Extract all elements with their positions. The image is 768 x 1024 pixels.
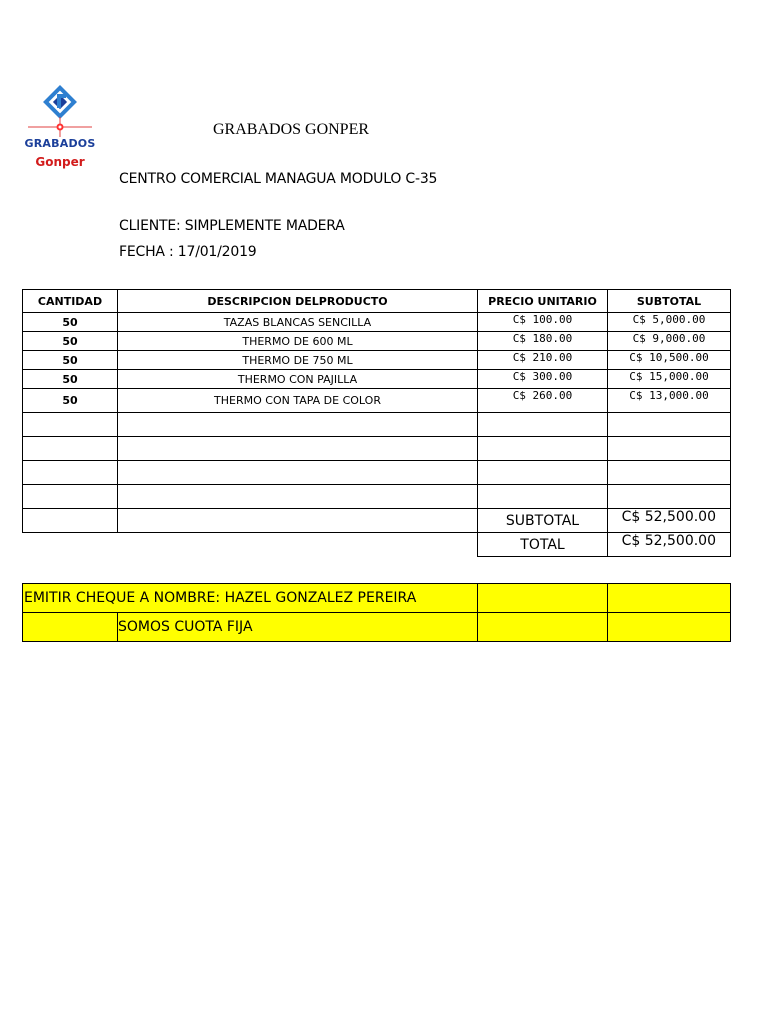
cell-empty [23,413,118,437]
payment-notice [22,583,731,642]
logo-emblem-icon [20,85,100,140]
cell-empty [478,613,608,642]
cell-quantity: 50 [23,351,118,370]
cell-subtotal: C$ 10,500.00 [608,351,731,370]
notice-row [23,613,731,642]
cell-subtotal: C$ 5,000.00 [608,313,731,332]
table-header-row [23,290,731,313]
table-row [23,351,731,370]
cell-empty [118,437,478,461]
cell-empty [608,413,731,437]
cell-description: TAZAS BLANCAS SENCILLA [118,313,478,332]
company-logo [20,85,100,175]
logo-text-top: GRABADOS [24,137,96,150]
cell-description: THERMO DE 750 ML [118,351,478,370]
subtotal-row [23,509,731,533]
notice-cheque-cell [23,584,478,613]
table-row-empty [23,485,731,509]
invoice-date: FECHA : 17/01/2019 [119,244,257,260]
column-header-description: DESCRIPCION DELPRODUCTO [118,290,478,313]
cell-subtotal: C$ 9,000.00 [608,332,731,351]
cell-description: THERMO DE 600 ML [118,332,478,351]
cell-empty [118,485,478,509]
cell-empty [23,485,118,509]
cell-empty [608,613,731,642]
cell-empty [608,485,731,509]
cell-subtotal: C$ 15,000.00 [608,370,731,389]
company-name: GRABADOS GONPER [213,121,370,138]
cell-empty [23,437,118,461]
cell-empty [608,584,731,613]
cell-quantity: 50 [23,389,118,413]
cell-quantity: 50 [23,370,118,389]
cell-empty [118,509,478,533]
total-row [23,533,731,557]
subtotal-value: C$ 52,500.00 [608,509,731,533]
column-header-quantity: CANTIDAD [23,290,118,313]
cell-quantity: 50 [23,332,118,351]
cheque-payee-text: EMITIR CHEQUE A NOMBRE: HAZEL GONZALEZ PEREIRA [24,590,417,606]
cell-description: THERMO CON TAPA DE COLOR [118,389,478,413]
cell-unit-price: C$ 180.00 [478,332,608,351]
cell-empty [478,485,608,509]
cell-empty [23,461,118,485]
client-name: CLIENTE: SIMPLEMENTE MADERA [119,218,345,234]
cell-description: THERMO CON PAJILLA [118,370,478,389]
fixed-quota-text: SOMOS CUOTA FIJA [118,619,253,635]
notice-row [23,584,731,613]
table-row [23,389,731,413]
cell-empty [608,461,731,485]
cell-unit-price: C$ 260.00 [478,389,608,413]
cell-unit-price: C$ 100.00 [478,313,608,332]
cell-empty [118,461,478,485]
notice-fixed-quota-cell [118,613,478,642]
cell-empty [608,437,731,461]
cell-empty [478,584,608,613]
table-row [23,370,731,389]
table-row [23,332,731,351]
table-row [23,313,731,332]
cell-empty [478,413,608,437]
table-row-empty [23,461,731,485]
cell-empty [118,413,478,437]
company-address: CENTRO COMERCIAL MANAGUA MODULO C-35 [119,171,438,187]
cell-subtotal: C$ 13,000.00 [608,389,731,413]
column-header-subtotal: SUBTOTAL [608,290,731,313]
cell-unit-price: C$ 210.00 [478,351,608,370]
cell-blank [118,533,478,557]
column-header-unit-price: PRECIO UNITARIO [478,290,608,313]
cell-quantity: 50 [23,313,118,332]
cell-unit-price: C$ 300.00 [478,370,608,389]
cell-empty [23,613,118,642]
total-value: C$ 52,500.00 [608,533,731,557]
table-row-empty [23,437,731,461]
cell-empty [478,437,608,461]
table-row-empty [23,413,731,437]
total-label: TOTAL [478,533,608,557]
logo-text-bottom: Gonper [35,155,85,169]
items-table [22,289,731,557]
cell-empty [23,509,118,533]
cell-blank [23,533,118,557]
cell-empty [478,461,608,485]
subtotal-label: SUBTOTAL [478,509,608,533]
